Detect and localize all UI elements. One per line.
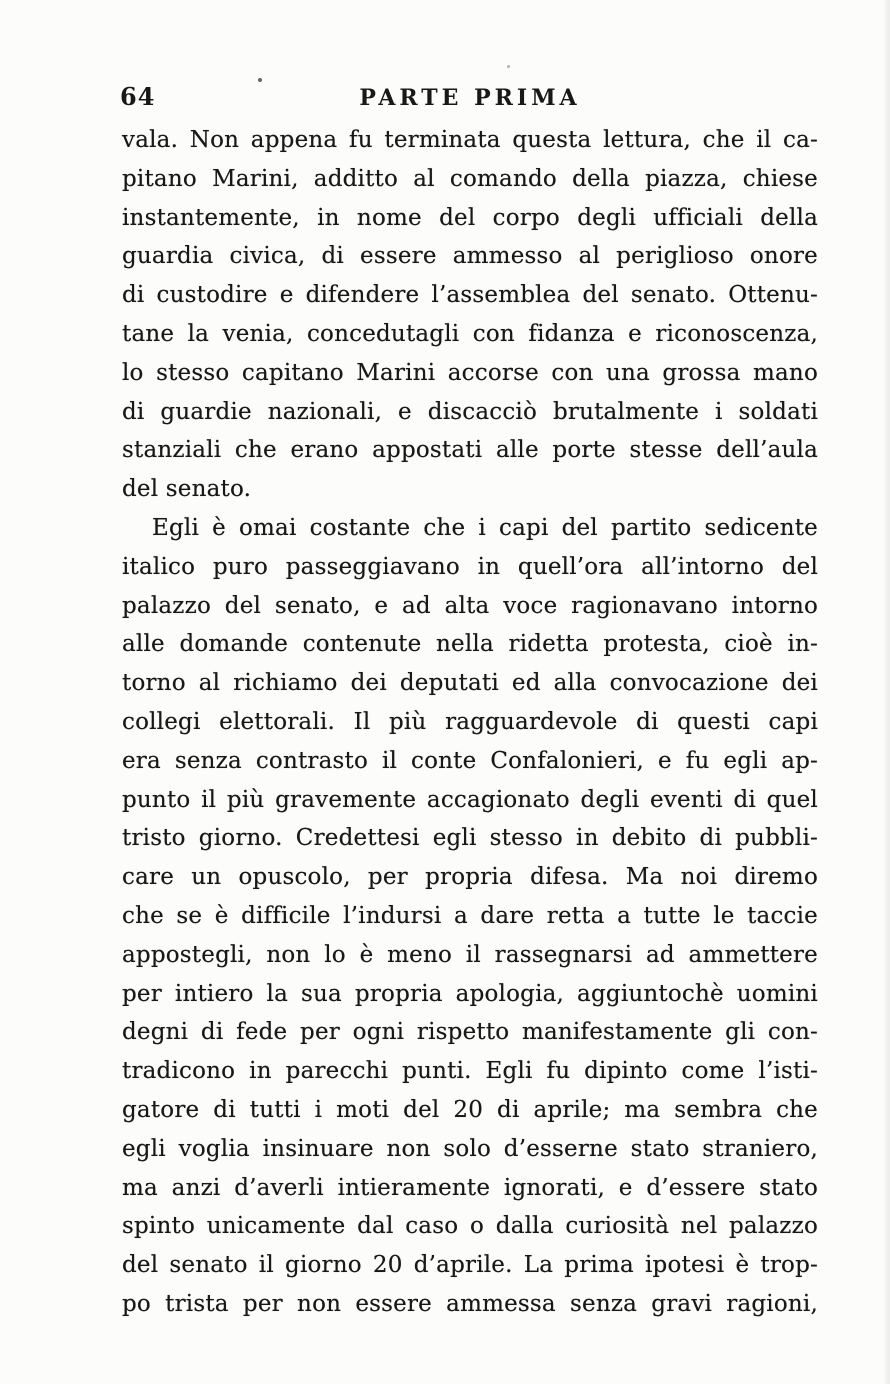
text-line: egli voglia insinuare non solo d’esserne stato straniero,: [122, 1135, 818, 1162]
text-line: instantemente, in nome del corpo degli ufficiali della: [122, 204, 818, 231]
text-line: guardia civica, di essere ammesso al periglioso onore: [122, 243, 818, 270]
text-line: tane la venia, concedutagli con fidanza e riconoscenza,: [122, 320, 818, 347]
scan-speck: [507, 65, 510, 68]
text-line: care un opuscolo, per propria difesa. Ma noi diremo: [122, 864, 818, 891]
text-line: degni di fede per ogni rispetto manifestamente gli con-: [122, 1019, 818, 1046]
running-head: PARTE PRIMA: [359, 85, 581, 111]
text-line: tradicono in parecchi punti. Egli fu dipinto come l’isti-: [122, 1058, 818, 1085]
text-line: tristo giorno. Credettesi egli stesso in debito di pubbli-: [122, 825, 818, 852]
text-line: ma anzi d’averli intieramente ignorati, e d’essere stato: [122, 1174, 818, 1201]
text-line: era senza contrasto il conte Confalonieri, e fu egli ap-: [122, 747, 818, 774]
text-line: torno al richiamo dei deputati ed alla convocazione dei: [122, 670, 818, 697]
text-line: spinto unicamente dal caso o dalla curiosità nel palazzo: [122, 1213, 818, 1240]
text-line: palazzo del senato, e ad alta voce ragionavano intorno: [122, 592, 818, 619]
text-line: di custodire e difendere l’assemblea del senato. Ottenu-: [122, 282, 818, 309]
text-line: lo stesso capitano Marini accorse con una grossa mano: [122, 359, 818, 386]
scan-speck: [258, 78, 262, 82]
text-line: collegi elettorali. Il più ragguardevole di questi capi: [122, 708, 818, 735]
text-line: stanziali che erano appostati alle porte stesse dell’aula: [122, 437, 818, 464]
text-line: po trista per non essere ammessa senza gravi ragioni,: [122, 1290, 818, 1317]
text-line: vala. Non appena fu terminata questa lettura, che il ca-: [122, 127, 818, 153]
text-line: per intiero la sua propria apologia, aggiuntochè uomini: [122, 980, 818, 1007]
text-line: che se è difficile l’indursi a dare retta a tutte le taccie: [122, 902, 818, 929]
page-number: 64: [120, 82, 156, 111]
text-block: [122, 121, 818, 1324]
text-line: del senato il giorno 20 d’aprile. La prima ipotesi è trop-: [122, 1252, 818, 1279]
text-line: di guardie nazionali, e discacciò brutalmente i soldati: [122, 398, 818, 425]
text-line: Egli è omai costante che i capi del partito sedicente: [152, 514, 818, 541]
text-line: gatore di tutti i moti del 20 di aprile; ma sembra che: [122, 1096, 818, 1123]
paragraph-continuation: [122, 121, 818, 509]
scan-edge-shadow: [883, 0, 890, 1384]
text-line: appostegli, non lo è meno il rassegnarsi ad ammettere: [122, 941, 818, 968]
text-line: punto il più gravemente accagionato degli eventi di quel: [122, 786, 818, 813]
text-line: alle domande contenute nella ridetta protesta, cioè in-: [122, 631, 818, 658]
text-line: pitano Marini, additto al comando della piazza, chiese: [122, 165, 818, 192]
paragraph-main: [122, 509, 818, 1324]
text-line: del senato.: [122, 476, 252, 503]
text-line: italico puro passeggiavano in quell’ora all’intorno del: [122, 553, 818, 580]
